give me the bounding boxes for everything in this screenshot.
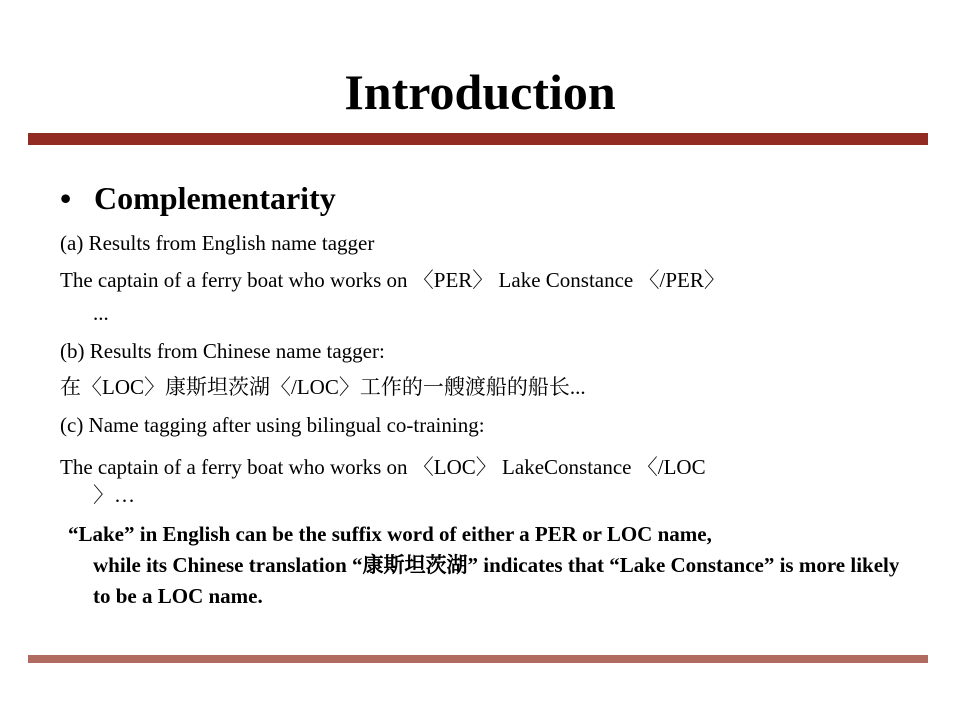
footer-divider: [28, 655, 928, 663]
line-c-continuation: 〉…: [93, 483, 135, 507]
bullet-text: Complementarity: [94, 180, 336, 216]
line-a-text: The captain of a ferry boat who works on 〈PER〉 Lake Constance 〈/PER〉: [60, 268, 725, 292]
line-c-header: (c) Name tagging after using bilingual co-training:: [60, 413, 485, 437]
explanation-note: [68, 519, 908, 612]
line-b-text: 在〈LOC〉康斯坦茨湖〈/LOC〉工作的一艘渡船的船长...: [60, 375, 586, 399]
line-a-continuation: ...: [93, 301, 109, 325]
line-c-text: The captain of a ferry boat who works on 〈LOC〉 LakeConstance 〈/LOC: [60, 455, 706, 479]
line-a-header: (a) Results from English name tagger: [60, 231, 375, 255]
title-divider: [28, 133, 928, 145]
bullet-heading: [60, 178, 336, 218]
line-b-header: (b) Results from Chinese name tagger:: [60, 339, 385, 363]
slide-title: Introduction: [344, 64, 616, 120]
bullet-icon: •: [60, 180, 72, 216]
note-first-line: “Lake” in English can be the suffix word of either a PER or LOC name,: [68, 522, 712, 546]
note-continuation: while its Chinese translation “康斯坦茨湖” indicates that “Lake Constance” is more likely to be a LOC name.: [93, 553, 900, 608]
